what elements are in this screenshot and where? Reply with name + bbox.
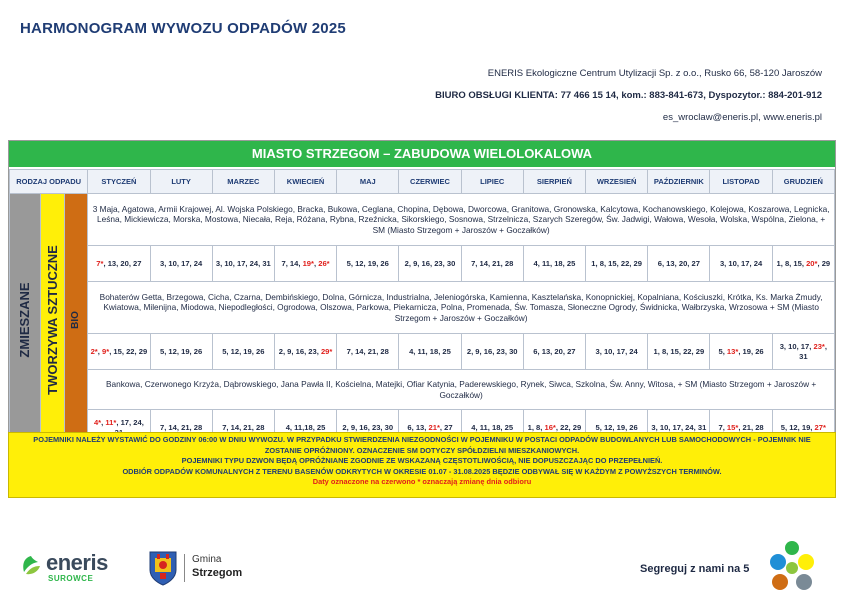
month-header: KWIECIEŃ <box>274 170 336 194</box>
pickup-date: 5, <box>718 346 727 356</box>
eneris-logo-subtext: SUROWCE <box>48 574 94 583</box>
changed-date: 29* <box>320 346 333 356</box>
pickup-date: , 15, 22, 29 <box>109 346 148 356</box>
changed-date: 26* <box>318 258 330 268</box>
pickup-date: 1, 8, 15, <box>776 258 807 268</box>
waste-type-bio <box>65 194 88 446</box>
contact-separator: , <box>758 112 764 123</box>
changed-date: 7* <box>96 258 104 268</box>
gmina-divider <box>184 554 185 582</box>
notice-red-legend: Daty oznaczone na czerwono * oznaczają zmianę dnia odbioru <box>312 477 532 487</box>
changed-date: 9* <box>102 346 110 356</box>
email-link[interactable]: es_wroclaw@eneris.pl <box>662 112 759 123</box>
pickup-date: 1, 8, 15, 22, 29 <box>591 258 642 268</box>
pickup-date: 7, 14, <box>281 258 303 268</box>
changed-date: 11* <box>105 418 117 428</box>
pickup-dates-cell <box>523 334 585 370</box>
month-header: PAŹDZIERNIK <box>648 170 710 194</box>
month-header: MAJ <box>337 170 399 194</box>
pickup-date: 6, 13, 20, 27 <box>657 258 700 268</box>
pickup-date: 4, 11,18, 25 <box>285 422 326 432</box>
month-header: LUTY <box>150 170 212 194</box>
pickup-date: 4, 11, 18, 25 <box>471 422 514 432</box>
changed-date: 16* <box>544 422 556 432</box>
dates-row <box>10 334 835 370</box>
pickup-date: 5, 12, 19, 26 <box>346 258 389 268</box>
month-header: SIERPIEŃ <box>523 170 585 194</box>
notice-line: POJEMNIKI TYPU DZWON BĘDĄ OPRÓŻNIANE ZGODNIE ZE WSKAZANĄ CZĘSTOTLIWOŚCIĄ, NIE DOPUSZCZAJĄC DO PRZEPEŁNIEŃ. <box>181 456 663 466</box>
waste-type-plastic <box>41 194 65 446</box>
pickup-date: 4, 11, 18, 25 <box>409 346 451 356</box>
pickup-date: , 13, 20, 27 <box>103 258 142 268</box>
changed-date: 2* <box>90 346 98 356</box>
notice-box <box>8 432 836 498</box>
month-header: MARZEC <box>212 170 274 194</box>
pickup-dates-cell <box>461 334 523 370</box>
gmina-label: Gmina <box>192 554 222 565</box>
street-list: Bohaterów Getta, Brzegowa, Cicha, Czarna, Dembińskiego, Dolna, Górnicza, Industrialna, Jeleniogórska, Kamienna, Kasztelańska, Konopnickiej, Kopalniana, Kościuszki, Krótka, Ks. Marka Żmudy, Kwiatowa, Milenijna, Miodowa, Niepodległości, Ogrodowa, Olszowa, Parkowa, Piekarnicza, Polna, Promenada, Św. Tomasza, Słoneczne Ogrody, Świdnicka, Wałbrzyska, Wrzosowa + SM (Miasto Strzegom + Jaroszów + Goczałków) <box>88 282 835 334</box>
pickup-dates-cell <box>274 334 336 370</box>
month-header: LISTOPAD <box>710 170 772 194</box>
pickup-date: , 22, 29 <box>555 422 582 432</box>
pickup-dates-cell <box>274 246 336 282</box>
pickup-date: 3, 10, 17, <box>779 342 814 352</box>
customer-service-phones: BIURO OBSŁUGI KLIENTA: 77 466 15 14, kom.: 883-841-673, Dyspozytor.: 884-201-912 <box>435 90 822 101</box>
page-title: HARMONOGRAM WYWOZU ODPADÓW 2025 <box>20 20 346 37</box>
pickup-date: 5, 12, 19, 26 <box>159 346 203 356</box>
pickup-dates-cell <box>772 246 834 282</box>
pickup-dates-cell <box>772 334 834 370</box>
pickup-date: 2, 9, 16, 23, <box>278 346 321 356</box>
pickup-date: 2, 9, 16, 23, 30 <box>466 346 518 356</box>
pickup-dates-cell <box>150 334 212 370</box>
streets-row <box>10 282 835 334</box>
streets-row <box>10 370 835 410</box>
pickup-date: 3, 10, 17, 24 <box>159 258 203 268</box>
pickup-date: , <box>313 258 319 268</box>
pickup-date: , <box>97 346 102 356</box>
pickup-date: , 27 <box>439 422 453 432</box>
pickup-date: 1, 8, 15, 22, 29 <box>653 346 705 356</box>
notice-line: ODBIÓR ODPADÓW KOMUNALNYCH Z TERENU BASENÓW ODKRYTYCH W OKRESIE 01.07 - 31.08.2025 BĘDZIE ODBYWAŁ SIĘ W KAŻDYM Z POWYŻSZYCH TERMINÓW. <box>122 466 722 476</box>
eneris-leaf-icon <box>20 554 42 576</box>
pickup-dates-cell <box>399 246 461 282</box>
pickup-dates-cell <box>399 334 461 370</box>
pickup-dates-cell <box>648 334 710 370</box>
pickup-dates-cell <box>337 334 399 370</box>
changed-date: 19* <box>302 258 314 268</box>
pickup-dates-cell <box>710 246 772 282</box>
changed-date: 15* <box>726 422 739 432</box>
streets-row <box>10 194 835 246</box>
eneris-logo-text: eneris <box>46 550 108 575</box>
pickup-date: 3, 10, 17, 24, 31 <box>651 422 707 432</box>
pickup-date: , 17, 24, <box>116 418 144 428</box>
waste-type-bio-label: BIO <box>70 310 82 329</box>
changed-date: 21* <box>428 422 440 432</box>
pickup-dates-cell <box>461 246 523 282</box>
pickup-dates-cell <box>88 334 150 370</box>
schedule-banner: MIASTO STRZEGOM – ZABUDOWA WIELOLOKALOWA <box>9 141 835 167</box>
pickup-date: 5, 12, 19, 26 <box>595 422 638 432</box>
pickup-date: 2, 9, 16, 23, 30 <box>342 422 394 432</box>
eneris-logo <box>20 550 130 586</box>
month-header: WRZESIEŃ <box>586 170 648 194</box>
pickup-date: 7, <box>718 422 727 432</box>
pickup-dates-cell <box>337 246 399 282</box>
pickup-dates-cell <box>150 246 212 282</box>
pickup-dates-cell <box>212 334 274 370</box>
changed-date: 13* <box>726 346 739 356</box>
pickup-dates-cell <box>586 246 648 282</box>
pickup-dates-cell <box>212 246 274 282</box>
pickup-date: 3, 10, 17, 24, 31 <box>215 258 271 268</box>
notice-line: POJEMNIKI NALEŻY WYSTAWIĆ DO GODZINY 06:00 W DNIU WYWOZU. W PRZYPADKU STWIERDZENIA NIEZGODNOŚCI W POJEMNIKU W POSTACI ODPADÓW BUDOWLANYCH LUB SAMOCHODOWYCH - POJEMNIK NIE ZOSTANIE OPRÓŻNIONY. OZNACZENIE SM DOTYCZY SPÓŁDZIELNI MIESZKANIOWYCH. <box>33 435 811 455</box>
pickup-date: , 19, 26 <box>738 346 764 356</box>
recycling-bins-icon <box>764 540 820 594</box>
pickup-date: 5, 12, 19, <box>780 422 815 432</box>
pickup-dates-cell <box>648 246 710 282</box>
changed-date: 4* <box>93 418 102 428</box>
pickup-dates-cell <box>88 246 150 282</box>
pickup-date: 4, 11, 18, 25 <box>533 258 576 268</box>
gmina-logo <box>148 550 258 586</box>
pickup-date: , 31 <box>799 342 827 361</box>
header-row <box>10 170 835 194</box>
pickup-date: 1, 8, <box>527 422 545 432</box>
waste-type-plastic-label: TWORZYWA SZTUCZNE <box>44 244 60 395</box>
pickup-date: 7, 14, 21, 28 <box>471 258 514 268</box>
pickup-date: 2, 9, 16, 23, 30 <box>404 258 456 268</box>
pickup-dates-cell <box>710 334 772 370</box>
pickup-date: 5, 12, 19, 26 <box>222 346 265 356</box>
pickup-date: , <box>101 418 106 428</box>
changed-date: 20* <box>806 258 818 268</box>
pickup-date: , 29 <box>817 258 831 268</box>
website-link[interactable]: www.eneris.pl <box>763 112 822 123</box>
pickup-date: 7, 14, 21, 28 <box>222 422 265 432</box>
changed-date: 27* <box>814 422 826 432</box>
changed-date: 23* <box>813 342 825 352</box>
month-header: CZERWIEC <box>399 170 461 194</box>
coat-of-arms-icon <box>148 550 178 586</box>
pickup-dates-cell <box>523 246 585 282</box>
pickup-date: 6, 13, 20, 27 <box>533 346 576 356</box>
pickup-dates-cell <box>586 334 648 370</box>
month-header: LIPIEC <box>461 170 523 194</box>
company-address: ENERIS Ekologiczne Centrum Utylizacji Sp. z o.o., Rusko 66, 58-120 Jaroszów <box>487 68 822 79</box>
waste-type-mixed <box>10 194 41 446</box>
waste-type-header: RODZAJ ODPADU <box>10 170 88 194</box>
month-header: STYCZEŃ <box>88 170 150 194</box>
pickup-date: 7, 14, 21, 28 <box>159 422 203 432</box>
dates-row <box>10 246 835 282</box>
schedule-table <box>9 169 835 446</box>
waste-type-mixed-label: ZMIESZANE <box>17 281 33 358</box>
contact-links <box>663 112 822 123</box>
street-list: 3 Maja, Agatowa, Armii Krajowej, Al. Wojska Polskiego, Bracka, Bukowa, Ceglana, Chopina, Dębowa, Dworcowa, Granitowa, Gronowska, Kalcytowa, Kochanowskiego, Kolejowa, Koszarowa, Legnicka, Leśna, Mickiewicza, Morska, Mostowa, Niecała, Reja, Różana, Rybna, Rzeźnicka, Sikorskiego, Sosnowa, Strzelnicza, Szarych Szeregów, Św. Jadwigi, Wałowa, Wesoła, Wolska, Wspólna, Zielona, + SM (Miasto Strzegom + Jaroszów + Goczałków) <box>88 194 835 246</box>
pickup-date: 7, 14, 21, 28 <box>346 346 389 356</box>
segregation-slogan: Segreguj z nami na 5 <box>640 563 750 575</box>
pickup-date: 6, 13, <box>407 422 429 432</box>
pickup-date: , 21, 28 <box>738 422 764 432</box>
pickup-date: 3, 10, 17, 24 <box>719 258 763 268</box>
street-list: Bankowa, Czerwonego Krzyża, Dąbrowskiego, Jana Pawła II, Kościelna, Matejki, Ofiar Katynia, Paderewskiego, Rynek, Siwca, Szkolna, Św. Anny, Witosa, + SM (Miasto Strzegom + Jaroszów + Goczałków) <box>88 370 835 410</box>
month-header: GRUDZIEŃ <box>772 170 834 194</box>
pickup-date: 3, 10, 17, 24 <box>595 346 638 356</box>
gmina-name: Strzegom <box>192 567 243 579</box>
